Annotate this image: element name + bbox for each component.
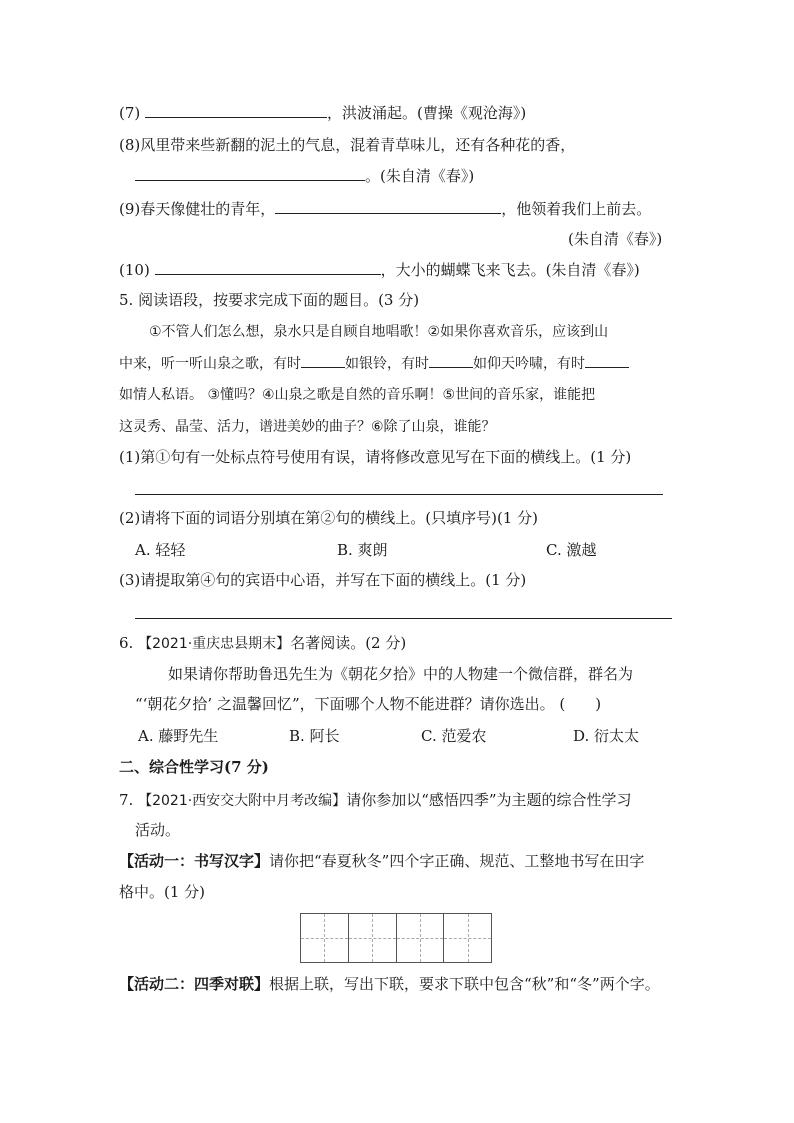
q5-passage-line4: 这灵秀、晶莹、活力，谱进美妙的曲子？⑥除了山泉，谁能？ — [119, 419, 496, 435]
activity-1-line2: 格中。(1 分) — [119, 883, 206, 901]
q5-option-b: B. 爽朗 — [337, 541, 388, 559]
passage-blank-3[interactable] — [585, 354, 629, 368]
q5-title: 5. 阅读语段，按要求完成下面的题目。(3 分) — [119, 291, 420, 309]
q6-number: 6. — [119, 634, 134, 652]
item-10-number: (10) — [119, 261, 150, 279]
grid-cell[interactable] — [397, 914, 445, 962]
passage-blank-1[interactable] — [301, 354, 345, 368]
q6-title — [119, 633, 406, 654]
grid-cell[interactable] — [444, 914, 491, 962]
item-9-text-after: ，他领着我们上前去。 — [501, 200, 652, 218]
grid-cell[interactable] — [301, 914, 349, 962]
item-9 — [119, 198, 651, 219]
tianzige-writing-grid[interactable] — [300, 913, 492, 963]
q5-option-c: C. 激越 — [546, 541, 597, 559]
item-8-line2 — [135, 165, 474, 186]
q5-passage-line3: 如情人私语。 ③懂吗？④山泉之歌是自然的音乐啊！⑤世间的音乐家，谁能把 — [119, 387, 596, 403]
item-9-blank[interactable] — [275, 198, 501, 214]
activity-1-label: 【活动一：书写汉字】 — [119, 852, 270, 870]
item-10 — [119, 259, 640, 280]
q5-sub2: (2)请将下面的词语分别填在第②句的横线上。(只填序号)(1 分) — [119, 509, 538, 527]
item-9-source: (朱自清《春》) — [568, 230, 663, 248]
activity-1-text: 请你把“春夏秋冬”四个字正确、规范、工整地书写在田字 — [269, 852, 645, 870]
activity-2-label: 【活动二：四季对联】 — [119, 975, 270, 993]
item-7-number: (7) — [119, 104, 141, 122]
item-7 — [119, 102, 526, 123]
section-2-heading: 二、综合性学习(7 分) — [119, 758, 269, 776]
q6-option-b: B. 阿长 — [289, 727, 340, 745]
grid-cell[interactable] — [349, 914, 397, 962]
q7-number: 7. — [119, 791, 134, 809]
q6-option-d: D. 衍太太 — [573, 727, 640, 745]
q5-sub1: (1)第①句有一处标点符号使用有误，请将修改意见写在下面的横线上。(1 分) — [119, 448, 632, 466]
q7-title-text: 请你参加以“感悟四季”为主题的综合性学习 — [346, 791, 632, 809]
q5-option-a: A. 轻轻 — [135, 541, 186, 559]
item-8-text: 。(朱自清《春》) — [365, 167, 475, 185]
item-10-blank[interactable] — [155, 259, 381, 275]
activity-1 — [119, 851, 644, 871]
activity-2-text: 根据上联，写出下联，要求下联中包含“秋”和“冬”两个字。 — [269, 975, 660, 993]
passage-text-c: 如仰天吟啸，有时 — [473, 356, 585, 372]
q6-source: 【2021·重庆忠县期末】 — [138, 636, 291, 652]
passage-text-b: 如银铃，有时 — [345, 356, 429, 372]
passage-blank-2[interactable] — [429, 354, 473, 368]
q6-option-a: A. 藤野先生 — [138, 727, 219, 745]
q6-title-text: 名著阅读。(2 分) — [290, 634, 407, 652]
q7-line2: 活动。 — [135, 821, 181, 839]
q5-sub1-answer-line[interactable] — [135, 494, 663, 495]
q6-option-c: C. 范爱农 — [421, 727, 487, 745]
q5-sub3-answer-line[interactable] — [135, 618, 672, 619]
q6-line1: 如果请你帮助鲁迅先生为《朝花夕拾》中的人物建一个微信群，群名为 — [168, 665, 634, 683]
q5-sub3: (3)请提取第④句的宾语中心语，并写在下面的横线上。(1 分) — [119, 571, 527, 589]
q7-title — [119, 790, 632, 811]
item-10-text: ，大小的蝴蝶飞来飞去。(朱自清《春》) — [380, 261, 640, 279]
item-8-line1: (8)风里带来些新翻的泥土的气息，混着青草味儿，还有各种花的香， — [119, 136, 576, 154]
q7-source: 【2021·西安交大附中月考改编】 — [138, 793, 347, 809]
item-7-blank[interactable] — [145, 102, 327, 118]
item-8-blank[interactable] — [135, 165, 365, 181]
item-7-text: ，洪波涌起。(曹操《观沧海》) — [327, 104, 527, 122]
item-9-text-before: (9)春天像健壮的青年， — [119, 200, 276, 218]
passage-text-a: 中来，听一听山泉之歌，有时 — [119, 356, 301, 372]
q5-passage-line2 — [119, 354, 629, 374]
q6-line2: “‘朝花夕拾’ 之温馨回忆”，下面哪个人物不能进群？请你选出。 ( ) — [135, 695, 602, 713]
q5-passage-line1: ①不管人们怎么想，泉水只是自顾自地唱歌！②如果你喜欢音乐，应该到山 — [149, 324, 609, 340]
activity-2 — [119, 974, 660, 994]
